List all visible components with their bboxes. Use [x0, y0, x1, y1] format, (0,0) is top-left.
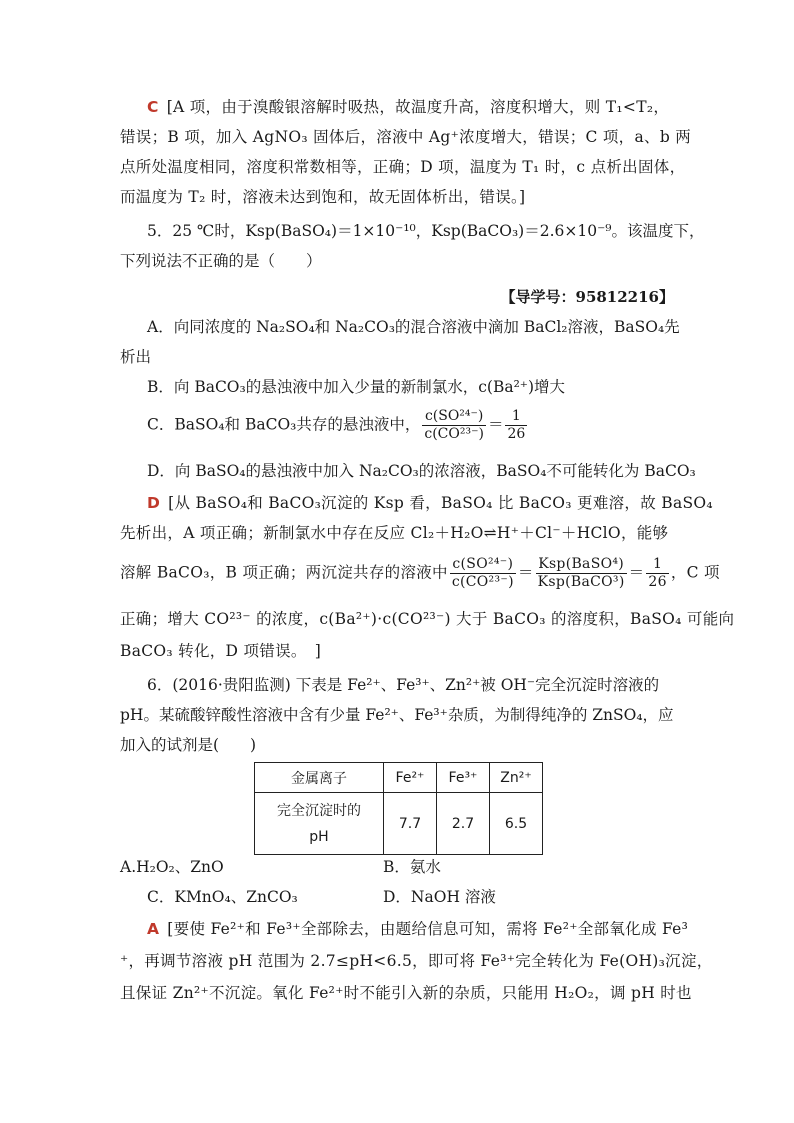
table-cell: Fe²⁺ — [384, 763, 437, 793]
table-cell: Zn²⁺ — [490, 763, 543, 793]
question-5-line-1: 5．25 ℃时，Ksp(BaSO₄)＝1×10⁻¹⁰，Ksp(BaCO₃)＝2.6×10⁻⁹。该温度下， — [147, 222, 705, 240]
fraction: $\frac{1}{26}$ — [648, 556, 667, 590]
table-row — [255, 763, 543, 793]
answer-letter: C — [147, 98, 159, 116]
option-b: B．向 BaCO₃的悬浊液中加入少量的新制氯水，c(Ba²⁺)增大 — [147, 378, 566, 396]
solution-6-line-1: A [要使 Fe²⁺和 Fe³⁺全部除去，由题给信息可知，需将 Fe²⁺全部氧化成 Fe³ — [147, 920, 689, 938]
table-cell: 金属离子 — [255, 763, 384, 793]
question-6-line-1: 6．(2016·贵阳监测) 下表是 Fe²⁺、Fe³⁺、Zn²⁺被 OH⁻完全沉淀时溶液的 — [147, 676, 660, 694]
option-b: B．氨水 — [383, 858, 441, 876]
solution-5-line-5: BaCO₃ 转化，D 项错误。 ] — [120, 642, 322, 660]
table-cell: 2.7 — [437, 793, 490, 855]
answer-letter: A — [147, 920, 160, 938]
answer-letter: D — [147, 494, 161, 512]
fraction: $\frac{\text{Ksp(BaSO⁴)}}{\text{Ksp(BaCO³)}}$ — [537, 556, 625, 590]
option-d: D．向 BaSO₄的悬浊液中加入 Na₂CO₃的浓溶液，BaSO₄不可能转化为 BaCO₃ — [147, 462, 696, 480]
option-c: C．BaSO₄和 BaCO₃共存的悬浊液中， $\frac{\text{c(SO²⁴⁻)}}{\text{c(CO²³⁻)}}$ ＝ $\frac{1}{26}$ — [147, 408, 526, 442]
solution-4-line-4: 而温度为 T₂ 时，溶液未达到饱和，故无固体析出，错误。] — [120, 188, 526, 206]
question-6-line-3: 加入的试剂是( ) — [120, 736, 257, 754]
precipitation-ph-table — [254, 762, 543, 855]
option-a: A.H₂O₂、ZnO — [120, 858, 224, 876]
solution-4-line-2: 错误；B 项，加入 AgNO₃ 固体后，溶液中 Ag⁺浓度增大，错误；C 项，a、b 两 — [120, 128, 692, 146]
fraction: $\frac{\text{c(SO²⁴⁻)}}{\text{c(CO²³⁻)}}$ — [451, 556, 514, 590]
solution-6-line-3: 且保证 Zn²⁺不沉淀。氧化 Fe²⁺时不能引入新的杂质，只能用 H₂O₂，调 pH 时也 — [120, 984, 692, 1002]
question-5-line-2: 下列说法不正确的是（ ） — [120, 252, 322, 270]
table-cell: Fe³⁺ — [437, 763, 490, 793]
table-cell: 6.5 — [490, 793, 543, 855]
fraction: $\frac{\text{c(SO²⁴⁻)}}{\text{c(CO²³⁻)}}$ — [424, 408, 484, 442]
solution-4-line-1: C [A 项，由于溴酸银溶解时吸热，故温度升高，溶度积增大，则 T₁<T₂， — [147, 98, 670, 116]
guide-number: 【导学号：95812216】 — [500, 288, 674, 306]
solution-6-line-2: ⁺，再调节溶液 pH 范围为 2.7≤pH<6.5，即可将 Fe³⁺完全转化为 Fe(OH)₃沉淀， — [120, 952, 713, 970]
option-c: C．KMnO₄、ZnCO₃ — [147, 888, 298, 906]
table-cell: 完全沉淀时的 pH — [255, 793, 384, 855]
option-a-line-1: A．向同浓度的 Na₂SO₄和 Na₂CO₃的混合溶液中滴加 BaCl₂溶液，BaSO₄先 — [147, 318, 680, 336]
solution-5-line-4: 正确；增大 CO²³⁻ 的浓度，c(Ba²⁺)·c(CO²³⁻) 大于 BaCO₃ 的溶度积，BaSO₄ 可能向 — [120, 610, 735, 628]
solution-5-line-1: D [从 BaSO₄和 BaCO₃沉淀的 Ksp 看，BaSO₄ 比 BaCO₃ 更难溶，故 BaSO₄ — [147, 494, 713, 512]
solution-5-line-2: 先析出，A 项正确；新制氯水中存在反应 Cl₂＋H₂O⇌H⁺＋Cl⁻＋HClO，能够 — [120, 524, 669, 542]
table-cell: 7.7 — [384, 793, 437, 855]
fraction: $\frac{1}{26}$ — [507, 408, 526, 442]
option-a-line-2: 析出 — [120, 348, 152, 366]
option-d: D．NaOH 溶液 — [383, 888, 496, 906]
solution-5-line-3: 溶解 BaCO₃，B 项正确；两沉淀共存的溶液中 $\frac{\text{c(SO²⁴⁻)}}{\text{c(CO²³⁻)}}$ ＝ $\frac{\text{Ksp(BaSO⁴)}}{\text{Ksp(BaCO³)}}$ ＝ $\frac{1}{26}$ ，C 项 — [120, 556, 720, 590]
table-row — [255, 793, 543, 855]
solution-4-line-3: 点所处温度相同，溶度积常数相等，正确；D 项，温度为 T₁ 时，c 点析出固体， — [120, 158, 686, 176]
question-6-line-2: pH。某硫酸锌酸性溶液中含有少量 Fe²⁺、Fe³⁺杂质，为制得纯净的 ZnSO₄，应 — [120, 706, 674, 724]
